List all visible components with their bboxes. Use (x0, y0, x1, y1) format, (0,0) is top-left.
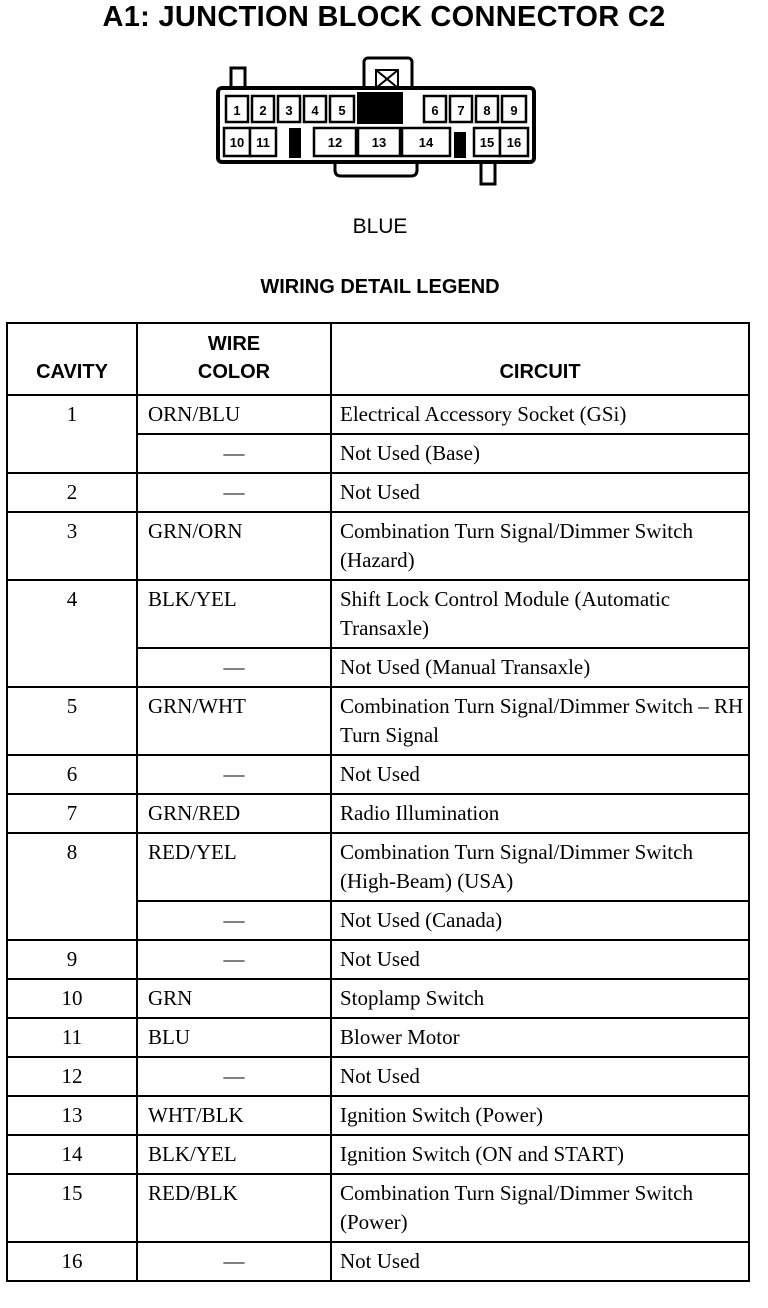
pin-label: 6 (431, 103, 439, 118)
wire-color-cell: RED/BLK (137, 1174, 331, 1242)
wire-color-cell: — (137, 434, 331, 473)
circuit-cell: Combination Turn Signal/Dimmer Switch (Power) (331, 1174, 749, 1242)
circuit-cell: Shift Lock Control Module (Automatic Transaxle) (331, 580, 749, 648)
cavity-cell: 3 (7, 512, 137, 580)
wire-color-cell: RED/YEL (137, 833, 331, 901)
wire-color-cell: — (137, 755, 331, 794)
circuit-cell: Not Used (Manual Transaxle) (331, 648, 749, 687)
legend-title: WIRING DETAIL LEGEND (260, 276, 500, 298)
page-title: A1: JUNCTION BLOCK CONNECTOR C2 (102, 1, 666, 33)
pin-label: 16 (506, 135, 522, 150)
table-row (7, 979, 749, 1018)
wire-color-cell: — (137, 1242, 331, 1281)
cavity-cell: 12 (7, 1057, 137, 1096)
cavity-cell: 1 (7, 395, 137, 473)
header-circuit: CIRCUIT (331, 323, 749, 395)
table-header-row (7, 323, 749, 395)
circuit-cell: Electrical Accessory Socket (GSi) (331, 395, 749, 434)
pin-label: 8 (483, 103, 491, 118)
table-row (7, 940, 749, 979)
table-row (7, 833, 749, 901)
wire-color-cell: GRN/WHT (137, 687, 331, 755)
table-row (7, 1174, 749, 1242)
wire-color-cell: GRN/RED (137, 794, 331, 833)
circuit-cell: Ignition Switch (ON and START) (331, 1135, 749, 1174)
pin-label: 11 (256, 135, 270, 150)
cavity-cell: 10 (7, 979, 137, 1018)
wire-color-cell: — (137, 901, 331, 940)
header-cavity: CAVITY (7, 323, 137, 395)
cavity-cell: 14 (7, 1135, 137, 1174)
table-row (7, 1018, 749, 1057)
wire-color-cell: GRN (137, 979, 331, 1018)
cavity-cell: 5 (7, 687, 137, 755)
circuit-cell: Combination Turn Signal/Dimmer Switch (High-Beam) (USA) (331, 833, 749, 901)
connector-color-label: BLUE (352, 215, 408, 238)
pin-label: 2 (259, 103, 267, 118)
table-row (7, 1242, 749, 1281)
circuit-cell: Not Used (Base) (331, 434, 749, 473)
pin-label: 9 (510, 103, 518, 118)
pin-label: 15 (479, 135, 495, 150)
wire-color-cell: — (137, 648, 331, 687)
pin-label: 14 (418, 135, 434, 150)
circuit-cell: Radio Illumination (331, 794, 749, 833)
table-row (7, 1135, 749, 1174)
circuit-cell: Combination Turn Signal/Dimmer Switch – RH Turn Signal (331, 687, 749, 755)
circuit-cell: Combination Turn Signal/Dimmer Switch (Hazard) (331, 512, 749, 580)
wire-color-cell: — (137, 473, 331, 512)
cavity-cell: 2 (7, 473, 137, 512)
wire-color-cell: WHT/BLK (137, 1096, 331, 1135)
wire-color-cell: — (137, 940, 331, 979)
header-wire-line1: WIRE (207, 333, 261, 355)
circuit-cell: Blower Motor (331, 1018, 749, 1057)
circuit-cell: Not Used (331, 1242, 749, 1281)
pin-label: 10 (229, 135, 245, 150)
cavity-cell: 7 (7, 794, 137, 833)
wire-color-cell: ORN/BLU (137, 395, 331, 434)
wire-color-cell: BLK/YEL (137, 1135, 331, 1174)
table-row (7, 473, 749, 512)
wire-color-cell: GRN/ORN (137, 512, 331, 580)
circuit-cell: Not Used (331, 940, 749, 979)
wiring-table (6, 322, 750, 1282)
cavity-cell: 13 (7, 1096, 137, 1135)
cavity-cell: 4 (7, 580, 137, 687)
circuit-cell: Not Used (331, 755, 749, 794)
table-row (7, 512, 749, 580)
cavity-cell: 6 (7, 755, 137, 794)
table-row (7, 687, 749, 755)
table-row (7, 794, 749, 833)
table-row (7, 755, 749, 794)
cavity-cell: 11 (7, 1018, 137, 1057)
connector-diagram (0, 52, 768, 192)
circuit-cell: Not Used (Canada) (331, 901, 749, 940)
table-body (7, 395, 749, 1281)
connector-key (357, 92, 403, 124)
cavity-cell: 8 (7, 833, 137, 940)
connector-right-tab (481, 162, 495, 184)
pin-label: 5 (338, 103, 346, 118)
wire-color-cell: BLU (137, 1018, 331, 1057)
header-wire-line2: COLOR (197, 361, 271, 383)
pin-label: 13 (371, 135, 387, 150)
pin-label: 1 (233, 103, 241, 118)
pin-label: 7 (457, 103, 465, 118)
circuit-cell: Not Used (331, 1057, 749, 1096)
table-row (7, 1096, 749, 1135)
pin-label: 3 (285, 103, 293, 118)
cavity-cell: 9 (7, 940, 137, 979)
table-row (7, 1057, 749, 1096)
cavity-cell: 16 (7, 1242, 137, 1281)
wire-color-cell: BLK/YEL (137, 580, 331, 648)
circuit-cell: Stoplamp Switch (331, 979, 749, 1018)
table-row (7, 395, 749, 434)
header-wire-color (137, 323, 331, 395)
table-row (7, 580, 749, 648)
circuit-cell: Not Used (331, 473, 749, 512)
pin-label: 12 (327, 135, 343, 150)
cavity-cell: 15 (7, 1174, 137, 1242)
circuit-cell: Ignition Switch (Power) (331, 1096, 749, 1135)
wire-color-cell: — (137, 1057, 331, 1096)
pin-label: 4 (311, 103, 319, 118)
